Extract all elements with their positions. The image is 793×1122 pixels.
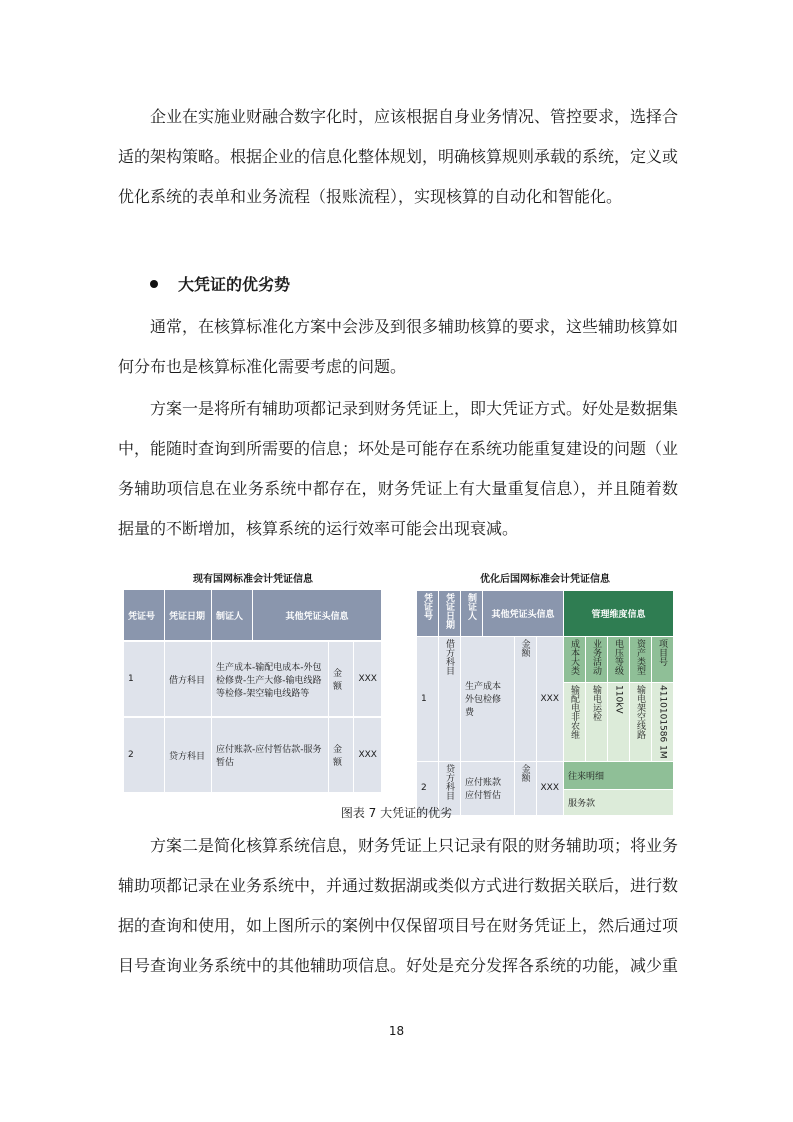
- cell: 应付账款应付暂估: [461, 761, 515, 815]
- cell: 2: [124, 717, 165, 792]
- table-header-row: [124, 590, 382, 641]
- cell: 金额: [328, 641, 353, 717]
- dim-cell: 资产类型: [630, 637, 652, 683]
- cell: 生产成本外包检修费: [461, 637, 515, 762]
- cell: 金额: [514, 761, 536, 815]
- header-cell: 凭证号: [417, 591, 439, 637]
- header-cell: 凭证日期: [439, 591, 461, 637]
- paragraph-plan-one: 方案一是将所有辅助项都记录到财务凭证上，即大凭证方式。好处是数据集中，能随时查询到所需要的信息；坏处是可能存在系统功能重复建设的问题（业务辅助项信息在业务系统中都存在，财务凭证上有大量重复信息），并且随着数据量的不断增加，核算系统的运行效率可能会出现衰减。: [118, 399, 679, 538]
- page-number: 18: [388, 1024, 405, 1038]
- header-cell: 管理维度信息: [564, 591, 674, 637]
- bullet-icon: [150, 280, 158, 288]
- cell: 1: [417, 637, 439, 762]
- cell: XXX: [354, 641, 382, 717]
- cell: 贷方科目: [165, 717, 212, 792]
- cell: 2: [417, 761, 439, 815]
- cell: 1: [124, 641, 165, 717]
- cell: 生产成本-输配电成本-外包检修费-生产大修-输电线路等检修-架空输电线路等: [212, 641, 329, 717]
- header-cell: 制证人: [461, 591, 483, 637]
- cell: 借方科目: [439, 637, 461, 762]
- cell: 110kV: [608, 683, 630, 762]
- cell: 金额: [328, 717, 353, 792]
- header-cell: 其他凭证头信息: [253, 590, 382, 641]
- header-cell: 制证人: [212, 590, 253, 641]
- table-optimized-voucher: [416, 590, 674, 816]
- cell: 4110101586 1M: [652, 683, 674, 762]
- table-header-row: [417, 591, 674, 637]
- cell: XXX: [536, 637, 564, 762]
- table-current-voucher: [124, 590, 382, 792]
- cell: 借方科目: [165, 641, 212, 717]
- cell: 服务款: [564, 789, 674, 815]
- table2-title: 优化后国网标准会计凭证信息: [480, 574, 610, 585]
- cell: 应付账款-应付暂估款-服务暂估: [212, 717, 329, 792]
- cell: 输配电非农维: [564, 683, 586, 762]
- cell: XXX: [536, 761, 564, 815]
- paragraph-intro: 企业在实施业财融合数字化时，应该根据自身业务情况、管控要求，选择合适的架构策略。根据企业的信息化整体规划，明确核算规则承载的系统，定义或优化系统的表单和业务流程（报账流程），实现核算的自动化和智能化。: [118, 107, 679, 206]
- dim-cell: 电压等级: [608, 637, 630, 683]
- dim-header-row: [417, 637, 674, 683]
- header-cell: 凭证日期: [165, 590, 212, 641]
- table-row: [417, 761, 674, 789]
- paragraph-usual: 通常，在核算标准化方案中会涉及到很多辅助核算的要求，这些辅助核算如何分布也是核算标准化需要考虑的问题。: [118, 317, 679, 376]
- cell: 往来明细: [564, 761, 674, 789]
- paragraph-plan-two: 方案二是简化核算系统信息，财务凭证上只记录有限的财务辅助项；将业务辅助项都记录在业务系统中，并通过数据湖或类似方式进行数据关联后，进行数据的查询和使用，如上图所示的案例中仅保留项目号在财务凭证上，然后通过项目号查询业务系统中的其他辅助项信息。好处是充分发挥各系统的功能，减少重: [118, 836, 679, 975]
- dim-cell: 成本大类: [564, 637, 586, 683]
- cell: 输电架空线路: [630, 683, 652, 762]
- table1-title: 现有国网标准会计凭证信息: [193, 574, 313, 585]
- table-row: [124, 641, 382, 717]
- cell: 输电运检: [586, 683, 608, 762]
- section-heading: 大凭证的优劣势: [178, 275, 291, 294]
- dim-cell: 业务活动: [586, 637, 608, 683]
- cell: 贷方科目: [439, 761, 461, 815]
- figure-caption: 图表 7 大凭证的优劣: [340, 806, 453, 820]
- cell: 金额: [514, 637, 536, 762]
- header-cell: 其他凭证头信息: [483, 591, 564, 637]
- dim-cell: 项目号: [652, 637, 674, 683]
- table-row: [124, 717, 382, 792]
- header-cell: 凭证号: [124, 590, 165, 641]
- cell: XXX: [354, 717, 382, 792]
